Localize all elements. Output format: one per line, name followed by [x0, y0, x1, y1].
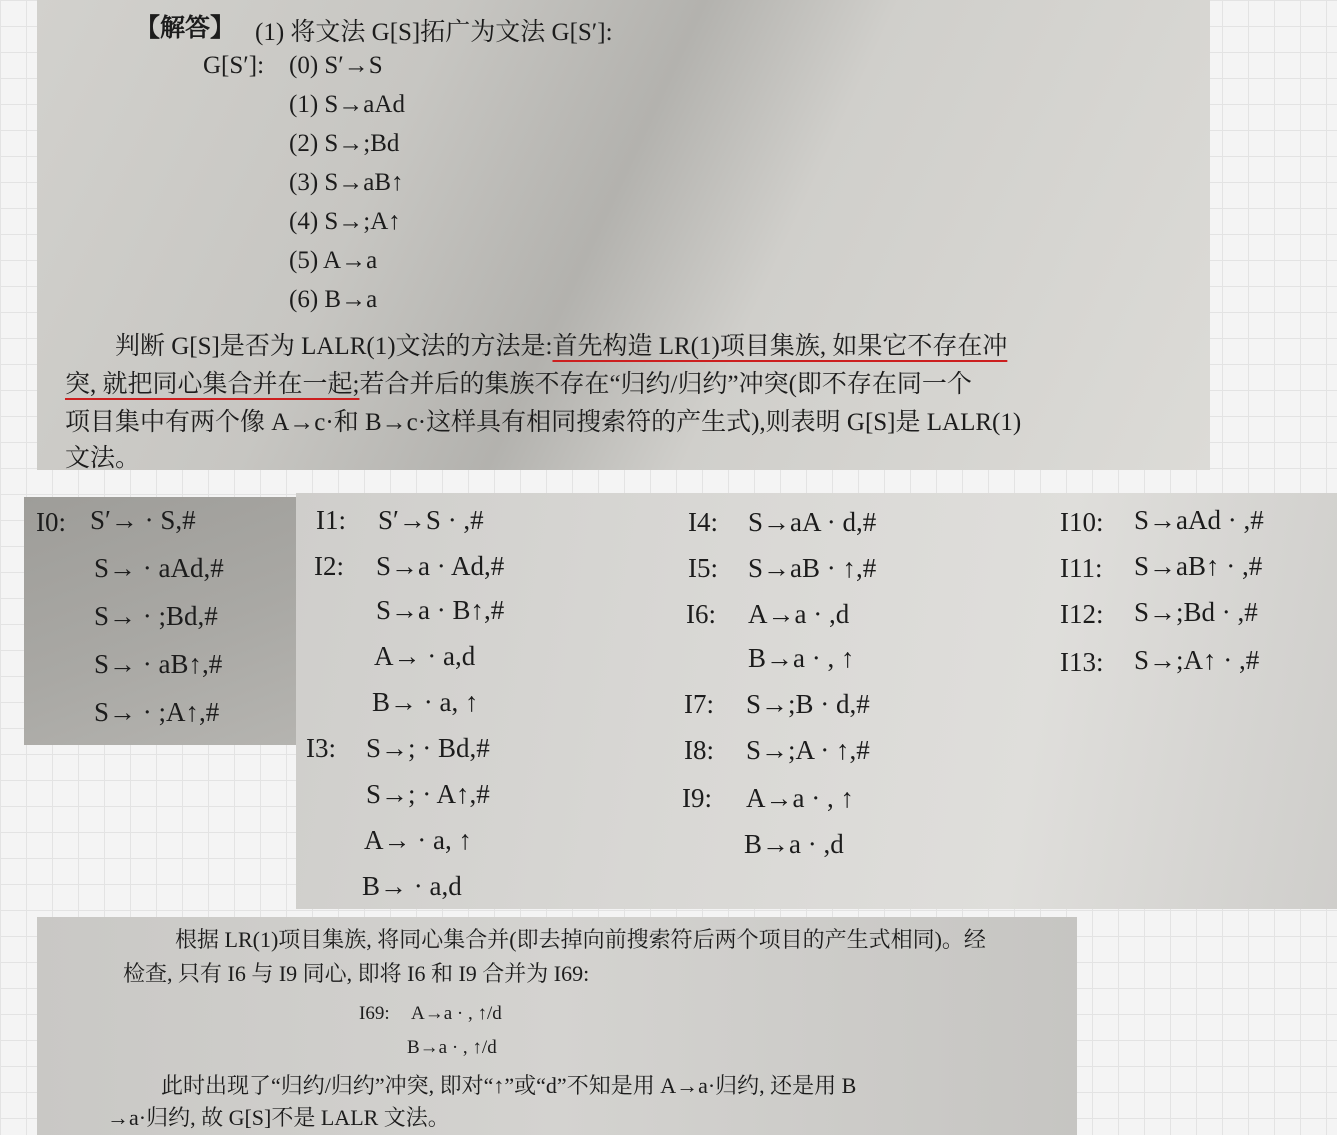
conclusion-photo — [37, 917, 1077, 1135]
conclusion-line: 此时出现了“归约/归约”冲突, 即对“↑”或“d”不知是用 A→a·归约, 还是用 B — [161, 1073, 857, 1098]
answer-photo — [37, 0, 1210, 470]
lr-item: S→a · B↑,# — [376, 595, 505, 625]
lr-item: S→; · Bd,# — [366, 733, 490, 763]
item-set-label: I0: — [36, 507, 66, 537]
item-set-label: I4: — [688, 507, 718, 537]
lr-item: S→ · ;Bd,# — [94, 601, 218, 631]
lr-item: S→aB · ↑,# — [748, 553, 877, 583]
method-paragraph-line: 项目集中有两个像 A→c·和 B→c·这样具有相同搜索符的产生式),则表明 G[S]是 LALR(1) — [65, 409, 1022, 436]
method-paragraph-line — [115, 326, 1007, 362]
lr-item: B→ · a,d — [362, 871, 462, 901]
item-set-label: I3: — [306, 733, 336, 763]
lr-item: S→ · aAd,# — [94, 553, 224, 583]
item-set-label: I8: — [684, 735, 714, 765]
lr-item: B→ · a, ↑ — [372, 687, 479, 717]
item-set-label: I10: — [1060, 507, 1104, 537]
item-set-label: I12: — [1060, 599, 1104, 629]
item-set-label: I7: — [684, 689, 714, 719]
item-sets-photo — [296, 493, 1337, 909]
conclusion-line: 根据 LR(1)项目集族, 将同心集合并(即去掉向前搜索符后两个项目的产生式相同)。经 — [175, 927, 986, 952]
lr-item: B→a · ,d — [744, 829, 844, 859]
lr-item: S→a · Ad,# — [376, 551, 505, 581]
method-text: 若合并后的集族不存在“归约/归约”冲突(即不存在同一个 — [359, 371, 972, 398]
item-set-label: I6: — [686, 599, 716, 629]
lr-item: A→a · ,d — [748, 599, 850, 629]
method-paragraph-line: 文法。 — [65, 445, 141, 472]
answer-heading-tag: 【解答】 — [135, 15, 236, 42]
grammar-label: G[S′]: — [203, 52, 265, 79]
grammar-rule: (4) S→;A↑ — [289, 208, 401, 235]
lr-item: S→; · A↑,# — [366, 779, 490, 809]
method-paragraph-line — [65, 364, 972, 400]
method-text: 判断 G[S]是否为 LALR(1)文法的方法是: — [115, 333, 553, 360]
grammar-rule: (5) A→a — [289, 247, 378, 274]
lr-item: A→ · a, ↑ — [364, 825, 472, 855]
grammar-rule: (6) B→a — [289, 286, 378, 313]
item-set-label: I1: — [316, 505, 346, 535]
lr-item: B→a · , ↑ — [748, 643, 855, 673]
item-set-label: I11: — [1060, 553, 1103, 583]
conclusion-line: 检查, 只有 I6 与 I9 同心, 即将 I6 和 I9 合并为 I69: — [123, 961, 590, 986]
lr-item: S→aA · d,# — [748, 507, 877, 537]
lr-item: S′→ · S,# — [90, 505, 196, 535]
item-set-label: I13: — [1060, 647, 1104, 677]
lr-item: S→ · ;A↑,# — [94, 697, 220, 727]
lr-item: A→ · a,d — [374, 641, 476, 671]
grammar-rule: (2) S→;Bd — [289, 130, 400, 157]
item-set-label: I9: — [682, 783, 712, 813]
lr-item: S→;B · d,# — [746, 689, 870, 719]
lr-item: S→;Bd · ,# — [1134, 597, 1258, 627]
lr-item: S→aAd · ,# — [1134, 505, 1264, 535]
answer-heading: (1) 将文法 G[S]拓广为文法 G[S′]: — [255, 19, 613, 46]
lr-item: S′→S · ,# — [378, 505, 484, 535]
method-underlined-text: 突, 就把同心集合并在一起; — [65, 371, 360, 398]
grammar-rule: (3) S→aB↑ — [289, 169, 404, 196]
lr-item: A→a · , ↑ — [746, 783, 854, 813]
item-set-i0-photo — [24, 497, 296, 745]
merged-set-label: I69: — [359, 1003, 390, 1024]
lr-item: S→ · aB↑,# — [94, 649, 223, 679]
item-set-label: I5: — [688, 553, 718, 583]
grammar-rule: (0) S′→S — [289, 52, 383, 79]
lr-item: S→aB↑ · ,# — [1134, 551, 1263, 581]
method-underlined-text: 首先构造 LR(1)项目集族, 如果它不存在冲 — [552, 333, 1008, 360]
merged-item: A→a · , ↑/d — [411, 1003, 502, 1024]
lr-item: S→;A · ↑,# — [746, 735, 870, 765]
lr-item: S→;A↑ · ,# — [1134, 645, 1260, 675]
item-set-label: I2: — [314, 551, 344, 581]
grammar-rule: (1) S→aAd — [289, 91, 405, 118]
merged-item: B→a · , ↑/d — [407, 1037, 497, 1058]
conclusion-line: →a·归约, 故 G[S]不是 LALR 文法。 — [107, 1105, 450, 1130]
